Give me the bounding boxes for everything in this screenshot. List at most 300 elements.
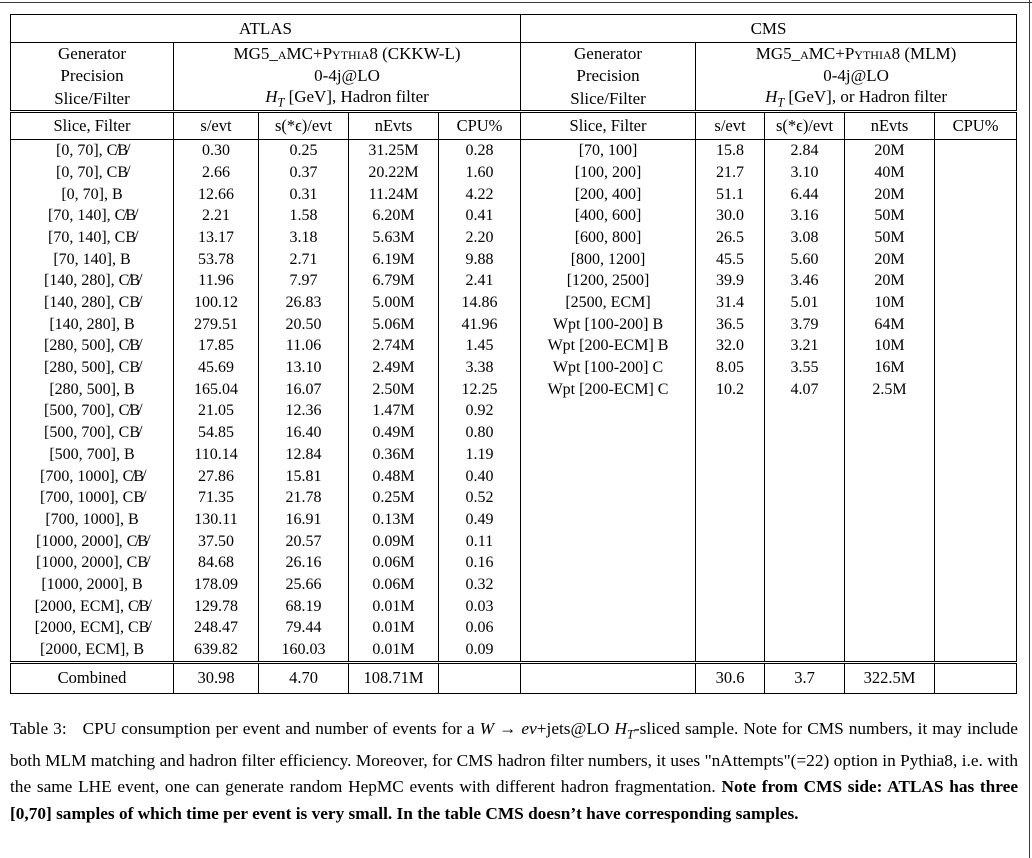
cms-cell: 10M [845,336,935,358]
cms-cell: 3.16 [765,205,845,227]
cms-cell [935,249,1017,271]
cms-cell [845,466,935,488]
atlas-cell: 130.11 [174,509,259,531]
cms-cell [521,552,696,574]
table-row [11,639,1017,662]
atlas-title: ATLAS [11,15,521,43]
cms-cell: 20M [845,184,935,206]
cms-cell [935,401,1017,423]
atlas-cell: 41.96 [439,314,521,336]
atlas-cell: 2.66 [174,162,259,184]
table-row [11,184,1017,206]
atlas-cell: 53.78 [174,249,259,271]
atlas-cell: 21.05 [174,401,259,423]
cms-cell [935,184,1017,206]
cms-cell [845,509,935,531]
atlas-cell: [500, 700], B [11,444,174,466]
atlas-cell: 0.52 [439,487,521,509]
atlas-cell: 2.71 [259,249,349,271]
cms-cell: 6.44 [765,184,845,206]
cms-cell [696,639,765,662]
atlas-combined-sevt: 30.98 [174,662,259,693]
cms-cell [696,531,765,553]
cms-cell [845,618,935,640]
cms-cell [696,552,765,574]
slice-filter-row [11,87,1017,112]
atlas-cell: 0.31 [259,184,349,206]
cms-cell: 36.5 [696,314,765,336]
cms-cell: 16M [845,357,935,379]
atlas-cell: 279.51 [174,314,259,336]
atlas-cell: 2.74M [349,336,439,358]
cms-cell [845,531,935,553]
atlas-cell: [700, 1000], B [11,509,174,531]
atlas-cell: [500, 700], CB̸ [11,422,174,444]
atlas-cell: 68.19 [259,596,349,618]
combined-row [11,662,1017,693]
atlas-cell: 0.40 [439,466,521,488]
atlas-cell: [0, 70], B [11,184,174,206]
atlas-cell: 248.47 [174,618,259,640]
cpu-consumption-table [10,14,1017,694]
cms-cell [765,422,845,444]
table-row [11,531,1017,553]
atlas-cell: 11.96 [174,271,259,293]
cms-cell [845,639,935,662]
cms-cell [696,618,765,640]
table-caption: Table 3: CPU consumption per event and number of events for a W → eν+jets@LO $H_T$-sliced sample. Note for CMS numbers, it may include both MLM matching and hadron filter efficiency. Moreover, for CMS hadron filter numbers, it uses "nAttempts"(=22) option in Pythia8, i.e. with the same LHE event, one can generate random HepMC events with different hadron fragmentation. Note from CMS side: ATLAS has three [0,70] samples of which time per event is very small. In the table CMS doesn’t have corresponding samples. [10,719,1018,823]
cms-cell [765,466,845,488]
table-row [11,336,1017,358]
atlas-cell: 0.92 [439,401,521,423]
cms-cell [765,574,845,596]
cms-combined-sepsevt: 3.7 [765,662,845,693]
atlas-cell: 1.58 [259,205,349,227]
cms-cell [935,639,1017,662]
atlas-cell: 0.25M [349,487,439,509]
atlas-cell: [70, 140], C̸B̸ [11,205,174,227]
atlas-cell: [140, 280], B [11,314,174,336]
table-row [11,509,1017,531]
atlas-cell: 37.50 [174,531,259,553]
atlas-cell: 16.91 [259,509,349,531]
cms-cell [765,639,845,662]
atlas-cell: [70, 140], CB̸ [11,227,174,249]
atlas-cell: 7.97 [259,271,349,293]
cms-cell [696,509,765,531]
cms-cell [521,596,696,618]
atlas-cell: 45.69 [174,357,259,379]
atlas-cell: 3.18 [259,227,349,249]
caption-text-3: -sliced sample. Note for CMS numbers, it may include both MLM matching and hadron filter efficiency. Moreover, for CMS hadron filter numbers, it uses "nAttempts"(=22) option in Pythia8, i.e. with the same LHE event, one can generate random HepMC events with different hadron fragmentation. [10,719,1018,797]
cms-cell: 3.10 [765,162,845,184]
cms-cell: Wpt [100-200] B [521,314,696,336]
atlas-col-cpu: CPU% [439,112,521,140]
cms-cell [696,422,765,444]
cms-cell [521,487,696,509]
cms-cell: 3.79 [765,314,845,336]
caption-ht: H [614,719,627,738]
cms-cell [765,401,845,423]
cms-cell [696,444,765,466]
atlas-cell: 4.22 [439,184,521,206]
cms-cell [521,618,696,640]
atlas-cell: [1000, 2000], B [11,574,174,596]
cms-cell [521,509,696,531]
cms-cell [935,205,1017,227]
atlas-cell: 0.06M [349,574,439,596]
cms-cell [845,422,935,444]
table-row [11,140,1017,162]
atlas-col-slice: Slice, Filter [11,112,174,140]
column-header-row [11,112,1017,140]
cms-precision-label: Precision [521,65,696,87]
atlas-cell: [70, 140], B [11,249,174,271]
atlas-cell: 21.78 [259,487,349,509]
cms-cell [935,292,1017,314]
cms-cell [935,531,1017,553]
cms-cell [935,574,1017,596]
cms-cell [765,618,845,640]
cms-cell [521,639,696,662]
atlas-cell: 17.85 [174,336,259,358]
cms-cell: 3.21 [765,336,845,358]
atlas-cell: 0.30 [174,140,259,162]
cms-cell [521,444,696,466]
table-row [11,249,1017,271]
cms-combined-nevts: 322.5M [845,662,935,693]
cms-cell [935,422,1017,444]
atlas-cell: 0.80 [439,422,521,444]
atlas-cell: 160.03 [259,639,349,662]
cms-cell [935,379,1017,401]
caption-text-1: CPU consumption per event and number of events for a [82,719,480,738]
table-row [11,466,1017,488]
cms-cell [696,401,765,423]
table-row [11,314,1017,336]
cms-cell: 10M [845,292,935,314]
atlas-cell: 0.06 [439,618,521,640]
atlas-cell: 0.36M [349,444,439,466]
table-row [11,574,1017,596]
atlas-cell: 20.22M [349,162,439,184]
cms-cell: [400, 600] [521,205,696,227]
atlas-cell: 6.20M [349,205,439,227]
table-row [11,205,1017,227]
cms-cell [935,552,1017,574]
atlas-cell: 12.84 [259,444,349,466]
atlas-cell: 0.09M [349,531,439,553]
atlas-cell: 11.06 [259,336,349,358]
atlas-cell: [1000, 2000], CB̸ [11,552,174,574]
atlas-precision-value: 0-4j@LO [174,65,521,87]
atlas-cell: 0.13M [349,509,439,531]
cms-cell [935,487,1017,509]
cms-generator-value: MG5_aMC+Pythia8 (MLM) [755,44,957,63]
cms-combined-cpu [935,662,1017,693]
precision-row [11,65,1017,87]
atlas-cell: 14.86 [439,292,521,314]
atlas-col-sevt: s/evt [174,112,259,140]
cms-cell [765,531,845,553]
cms-cell: 15.8 [696,140,765,162]
atlas-cell: 6.79M [349,271,439,293]
atlas-cell: [280, 500], B [11,379,174,401]
cms-cell [935,466,1017,488]
atlas-cell: [140, 280], CB̸ [11,292,174,314]
atlas-cell: 2.49M [349,357,439,379]
cms-cell: 3.08 [765,227,845,249]
atlas-cell: 3.38 [439,357,521,379]
atlas-cell: 0.28 [439,140,521,162]
atlas-cell: 1.47M [349,401,439,423]
atlas-combined-nevts: 108.71M [349,662,439,693]
atlas-cell: 0.49M [349,422,439,444]
cms-cell [765,487,845,509]
atlas-cell: [500, 700], C̸B̸ [11,401,174,423]
atlas-cell: 0.01M [349,618,439,640]
atlas-cell: 110.14 [174,444,259,466]
cms-cell [696,596,765,618]
atlas-cell: 100.12 [174,292,259,314]
atlas-cell: [140, 280], C̸B̸ [11,271,174,293]
cms-cell: [600, 800] [521,227,696,249]
atlas-cell: 13.10 [259,357,349,379]
cms-cell [521,574,696,596]
table-row [11,596,1017,618]
atlas-cell: 1.19 [439,444,521,466]
atlas-cell: 2.50M [349,379,439,401]
cms-cell [935,618,1017,640]
cms-cell: 8.05 [696,357,765,379]
cms-cell [521,422,696,444]
cms-cell: [200, 400] [521,184,696,206]
atlas-cell: 178.09 [174,574,259,596]
cms-col-sepsevt: s(*ϵ)/evt [765,112,845,140]
atlas-combined-sepsevt: 4.70 [259,662,349,693]
atlas-cell: 26.83 [259,292,349,314]
atlas-cell: [2000, ECM], C̸B̸ [11,596,174,618]
cms-cell [935,596,1017,618]
atlas-cell: 54.85 [174,422,259,444]
atlas-cell: 0.37 [259,162,349,184]
atlas-col-sepsevt: s(*ϵ)/evt [259,112,349,140]
cms-cell: 39.9 [696,271,765,293]
cms-cell: 20M [845,249,935,271]
cms-col-slice: Slice, Filter [521,112,696,140]
atlas-cell: 1.60 [439,162,521,184]
table-row [11,618,1017,640]
cms-cell [845,401,935,423]
atlas-cell: [1000, 2000], C̸B̸ [11,531,174,553]
atlas-cell: 9.88 [439,249,521,271]
generator-row [11,43,1017,66]
table-row [11,227,1017,249]
cms-cell [765,509,845,531]
atlas-cell: [280, 500], CB̸ [11,357,174,379]
atlas-generator-value: MG5_aMC+Pythia8 (CKKW-L) [174,43,521,66]
atlas-cell: 0.41 [439,205,521,227]
atlas-cell: 639.82 [174,639,259,662]
cms-cell [765,444,845,466]
atlas-cell: 15.81 [259,466,349,488]
atlas-cell: 12.66 [174,184,259,206]
cms-cell: 40M [845,162,935,184]
cms-cell: 3.46 [765,271,845,293]
atlas-cell: 20.50 [259,314,349,336]
cms-cell [935,227,1017,249]
page-frame-right-line [1029,0,1030,858]
cms-col-nevts: nEvts [845,112,935,140]
atlas-combined-cpu [439,662,521,693]
cms-cell [696,574,765,596]
atlas-cell: 12.25 [439,379,521,401]
cms-combined-sevt: 30.6 [696,662,765,693]
atlas-cell: [0, 70], C̸B̸ [11,140,174,162]
cms-cell: 31.4 [696,292,765,314]
data-rows [11,140,1017,663]
atlas-cell: 0.03 [439,596,521,618]
cms-cell [696,487,765,509]
table-row [11,422,1017,444]
cms-cell [521,401,696,423]
cms-slice-label: Slice/Filter [521,87,696,112]
atlas-cell: 0.01M [349,596,439,618]
cms-cell: 20M [845,271,935,293]
cms-slice-value: $H_T$ [GeV], or Hadron filter [696,87,1017,112]
cms-cell: Wpt [200-ECM] B [521,336,696,358]
cms-cell [935,336,1017,358]
atlas-cell: 2.41 [439,271,521,293]
atlas-cell: 6.19M [349,249,439,271]
cms-cell [935,140,1017,162]
cms-cell: 50M [845,205,935,227]
caption-bold-note: Note from CMS side: ATLAS has three [0,70] samples of which time per event is very small. In the table CMS doesn’t have corresponding samples. [10,777,1018,823]
cms-cell: 45.5 [696,249,765,271]
atlas-cell: [2000, ECM], CB̸ [11,618,174,640]
cms-cell [845,444,935,466]
atlas-cell: [2000, ECM], B [11,639,174,662]
atlas-cell: 0.32 [439,574,521,596]
cms-cell: [800, 1200] [521,249,696,271]
atlas-cell: [0, 70], CB̸ [11,162,174,184]
table-row [11,292,1017,314]
caption-label: Table 3: [10,719,67,738]
cms-cell: 21.7 [696,162,765,184]
cms-cell: [2500, ECM] [521,292,696,314]
atlas-cell: 2.21 [174,205,259,227]
atlas-cell: 13.17 [174,227,259,249]
atlas-cell: 20.57 [259,531,349,553]
atlas-cell: 12.36 [259,401,349,423]
cms-cell: 10.2 [696,379,765,401]
atlas-cell: 0.25 [259,140,349,162]
atlas-cell: 79.44 [259,618,349,640]
cms-cell: 4.07 [765,379,845,401]
atlas-cell: 0.11 [439,531,521,553]
atlas-cell: 165.04 [174,379,259,401]
cms-cell [935,509,1017,531]
atlas-cell: 16.07 [259,379,349,401]
cms-cell: 5.60 [765,249,845,271]
atlas-cell: 1.45 [439,336,521,358]
cms-cell: 20M [845,140,935,162]
atlas-cell: 0.09 [439,639,521,662]
cms-cell: 51.1 [696,184,765,206]
table-row [11,444,1017,466]
cms-cell: Wpt [100-200] C [521,357,696,379]
cms-cell [935,162,1017,184]
atlas-cell: 71.35 [174,487,259,509]
cms-cell [845,552,935,574]
atlas-cell: 0.49 [439,509,521,531]
cms-cell: 2.84 [765,140,845,162]
atlas-precision-label: Precision [11,65,174,87]
atlas-generator-label: Generator [11,43,174,66]
atlas-cell: 84.68 [174,552,259,574]
experiment-header-row [11,15,1017,43]
atlas-combined-label: Combined [11,662,174,693]
table-row [11,271,1017,293]
cms-cell: 5.01 [765,292,845,314]
cms-cell: 50M [845,227,935,249]
cms-col-cpu: CPU% [935,112,1017,140]
atlas-cell: 26.16 [259,552,349,574]
atlas-col-nevts: nEvts [349,112,439,140]
cms-cell: Wpt [200-ECM] C [521,379,696,401]
atlas-cell: 0.01M [349,639,439,662]
atlas-cell: 5.06M [349,314,439,336]
atlas-cell: 16.40 [259,422,349,444]
atlas-cell: 0.06M [349,552,439,574]
cms-cell: 3.55 [765,357,845,379]
table-row [11,552,1017,574]
cms-precision-value: 0-4j@LO [823,66,889,85]
cms-cell [935,357,1017,379]
cms-cell [521,531,696,553]
table-row [11,487,1017,509]
cms-cell: [100, 200] [521,162,696,184]
atlas-cell: 0.16 [439,552,521,574]
table-row [11,379,1017,401]
caption-text-2: +jets@LO [536,719,615,738]
cms-cell: 64M [845,314,935,336]
cms-cell: [70, 100] [521,140,696,162]
atlas-cell: 5.63M [349,227,439,249]
atlas-cell: 129.78 [174,596,259,618]
caption-math-w: W → eν [479,719,537,738]
cms-cell [845,574,935,596]
cms-cell [765,552,845,574]
atlas-cell: 27.86 [174,466,259,488]
atlas-cell: [700, 1000], CB̸ [11,487,174,509]
atlas-cell: 31.25M [349,140,439,162]
cms-cell [765,596,845,618]
cms-cell: 26.5 [696,227,765,249]
atlas-cell: 2.20 [439,227,521,249]
cms-title: CMS [521,15,1017,43]
cms-generator-label: Generator [521,43,696,66]
atlas-cell: 5.00M [349,292,439,314]
cms-cell: 2.5M [845,379,935,401]
cms-cell: 30.0 [696,205,765,227]
cms-combined-label [521,662,696,693]
atlas-slice-value: $H_T$ [GeV], Hadron filter [174,87,521,112]
cms-col-sevt: s/evt [696,112,765,140]
cms-cell [935,444,1017,466]
cms-cell: 32.0 [696,336,765,358]
cms-cell [521,466,696,488]
